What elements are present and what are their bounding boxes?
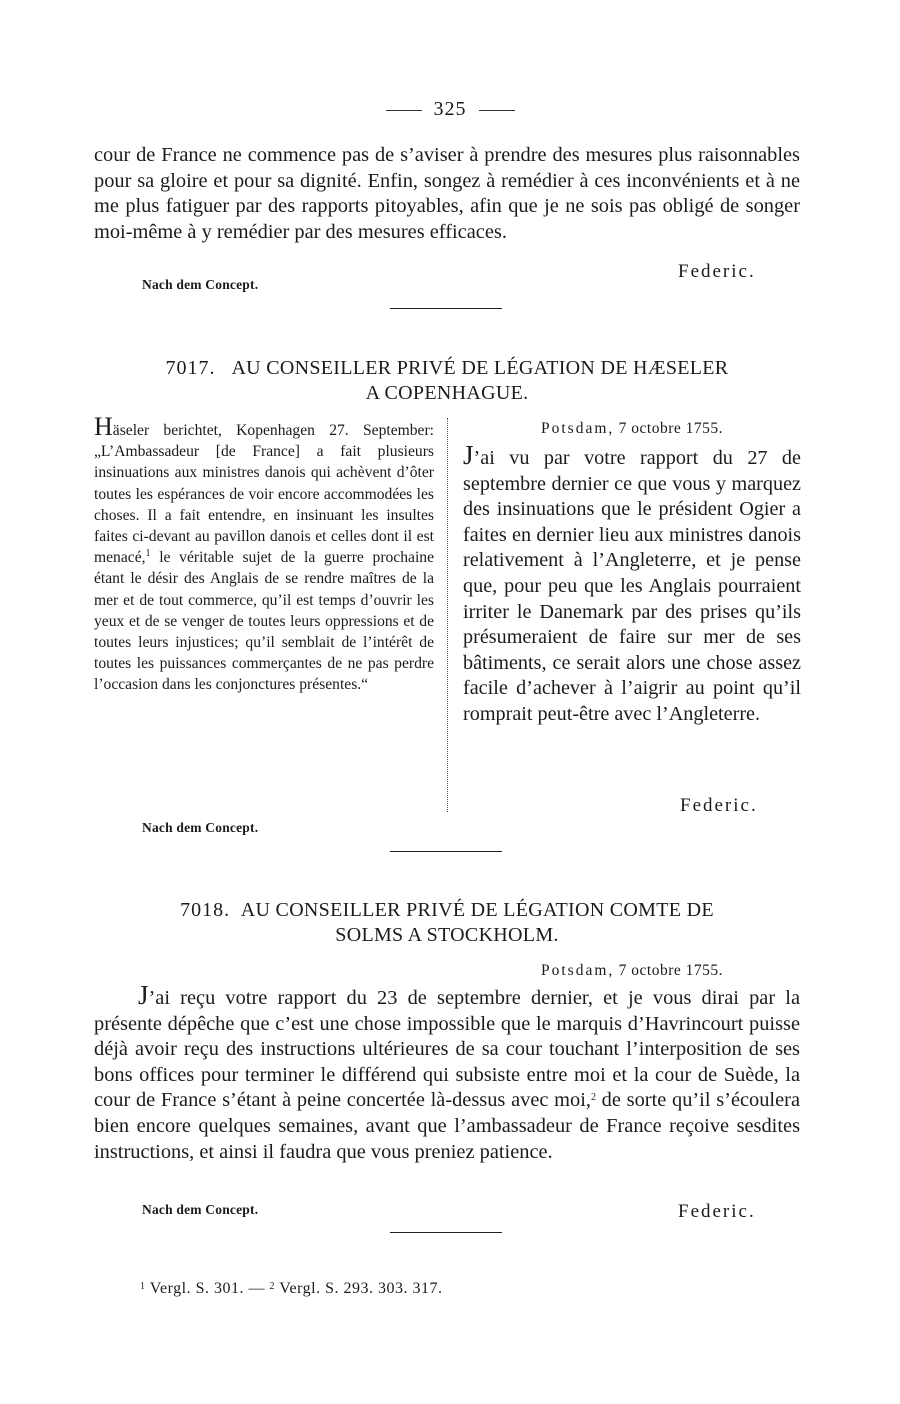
letter-7018-text-b: de sorte qu’il s’écoulera bien encore quelques semaines, avant que l’ambassadeur de France reçoive sesdites instructions, et ainsi il faudra que vous preniez patience. [94, 1089, 800, 1163]
letter-7017-heading [94, 356, 800, 406]
letter-7018-body [94, 980, 800, 1165]
signature-7017: Federic. [680, 795, 758, 816]
signature-7018: Federic. [678, 1201, 756, 1222]
letter-7017-number: 7017. [165, 357, 216, 379]
letter-7018-text-a: ’ai reçu votre rapport du 23 de septembre dernier, et je vous dirai par la présente dépêche que c’est une chose impossible que le marquis d’Havrincourt puisse déjà avoir reçu des instructions ultérieures de sa cour touchant l’interposition de ses bons offices pour terminer le différend qui subsiste entre moi et la cour de Suède, la cour de France s’étant à peine concertée là-dessus avec moi, [94, 987, 800, 1112]
source-note-7018: Nach dem Concept. [142, 1202, 259, 1217]
footnote-1: Vergl. S. 301. — [149, 1280, 265, 1297]
footnote-ref-1: 1 [145, 548, 151, 560]
letter-7017-body [463, 440, 801, 728]
letter-7018-dateline [541, 962, 723, 980]
footnote-mark-2: 2 [269, 1281, 275, 1292]
footnotes [140, 1280, 442, 1298]
footnote-ref-2: 2 [590, 1092, 596, 1104]
letter-7017-date: 7 octobre 1755. [618, 420, 724, 437]
letter-7018-heading [94, 898, 800, 948]
summary-initial: H [94, 412, 113, 441]
source-note-7017: Nach dem Concept. [142, 820, 259, 835]
letter-7018-date: 7 octobre 1755. [618, 962, 724, 979]
letter-7017-heading-line1 [94, 356, 800, 381]
continued-paragraph: cour de France ne commence pas de s’aviser à prendre des mesures plus raisonnables pour sa gloire et pour sa dignité. Enfin, songez à remédier à ces inconvénients et à ne me plus fatiguer par des rapports pitoyables, afin que je ne sois pas obligé de songer moi-même à y remédier par des mesures efficaces. [94, 144, 800, 243]
page-number: 325 [433, 98, 467, 120]
page-number-dash-left [386, 110, 422, 111]
letter-7017-date-place: Potsdam, [541, 420, 615, 437]
section-rule-2 [390, 851, 502, 852]
letter-7017-initial: J [463, 440, 474, 470]
letter-7018-heading-line2: SOLMS A STOCKHOLM. [335, 924, 559, 946]
column-divider [447, 418, 448, 812]
footnote-2: Vergl. S. 293. 303. 317. [279, 1280, 443, 1297]
section-rule-3 [390, 1232, 502, 1233]
footnote-mark-1: 1 [140, 1281, 146, 1292]
letter-7018-number: 7018. [180, 899, 231, 921]
source-note-top: Nach dem Concept. [142, 277, 259, 292]
page-number-line [0, 98, 900, 121]
letter-7018-initial: J [138, 980, 149, 1010]
letter-7017-dateline [541, 420, 723, 438]
letter-7017-heading-line2: A COPENHAGUE. [365, 382, 529, 404]
letter-7017-summary [94, 412, 434, 696]
letter-7018-date-place: Potsdam, [541, 962, 615, 979]
letter-7018-heading-line1 [94, 898, 800, 923]
summary-text-tail: le véritable sujet de la guerre prochaine étant le désir des Anglais de se rendre maîtres de la mer et de tout commerce, qu’il est temps d’ouvrir les yeux et de se venger de toutes leurs oppressions et de toutes leurs injustices; qu’il semblait de l’intérêt de toutes les puissances commerçantes de ne pas perdre l’occasion dans les conjonctures présentes.“ [94, 549, 434, 694]
letter-7017-title: AU CONSEILLER PRIVÉ DE LÉGATION DE HÆSELER [231, 357, 729, 379]
page-number-dash-right [479, 110, 515, 111]
section-rule [390, 308, 502, 309]
signature-top: Federic. [678, 261, 756, 282]
summary-text: äseler berichtet, Kopenhagen 27. September: „L’Ambassadeur [de France] a fait plusieurs insinuations aux ministres danois qui achèvent d’ôter toutes les espérances de voir encore accommodées les choses. Il a fait entendre, en insinuant les insultes faites ci-devant au pavillon danois et celles dont il est menacé, [94, 422, 434, 567]
letter-7018-title: AU CONSEILLER PRIVÉ DE LÉGATION COMTE DE [240, 899, 714, 921]
letter-7017-text: ’ai vu par votre rapport du 27 de septembre dernier ce que vous y marquez des insinuations que le président Ogier a faites en dernier lieu aux ministres danois relativement à l’Angleterre, et je pense que, pour peu que les Anglais pourraient irriter le Danemark par des prises qu’ils présumeraient de faire sur mer de ses bâtiments, ce serait alors une chose assez facile d’achever à l’aigrir au point qu’il romprait peut-être avec l’Angleterre. [463, 447, 801, 725]
